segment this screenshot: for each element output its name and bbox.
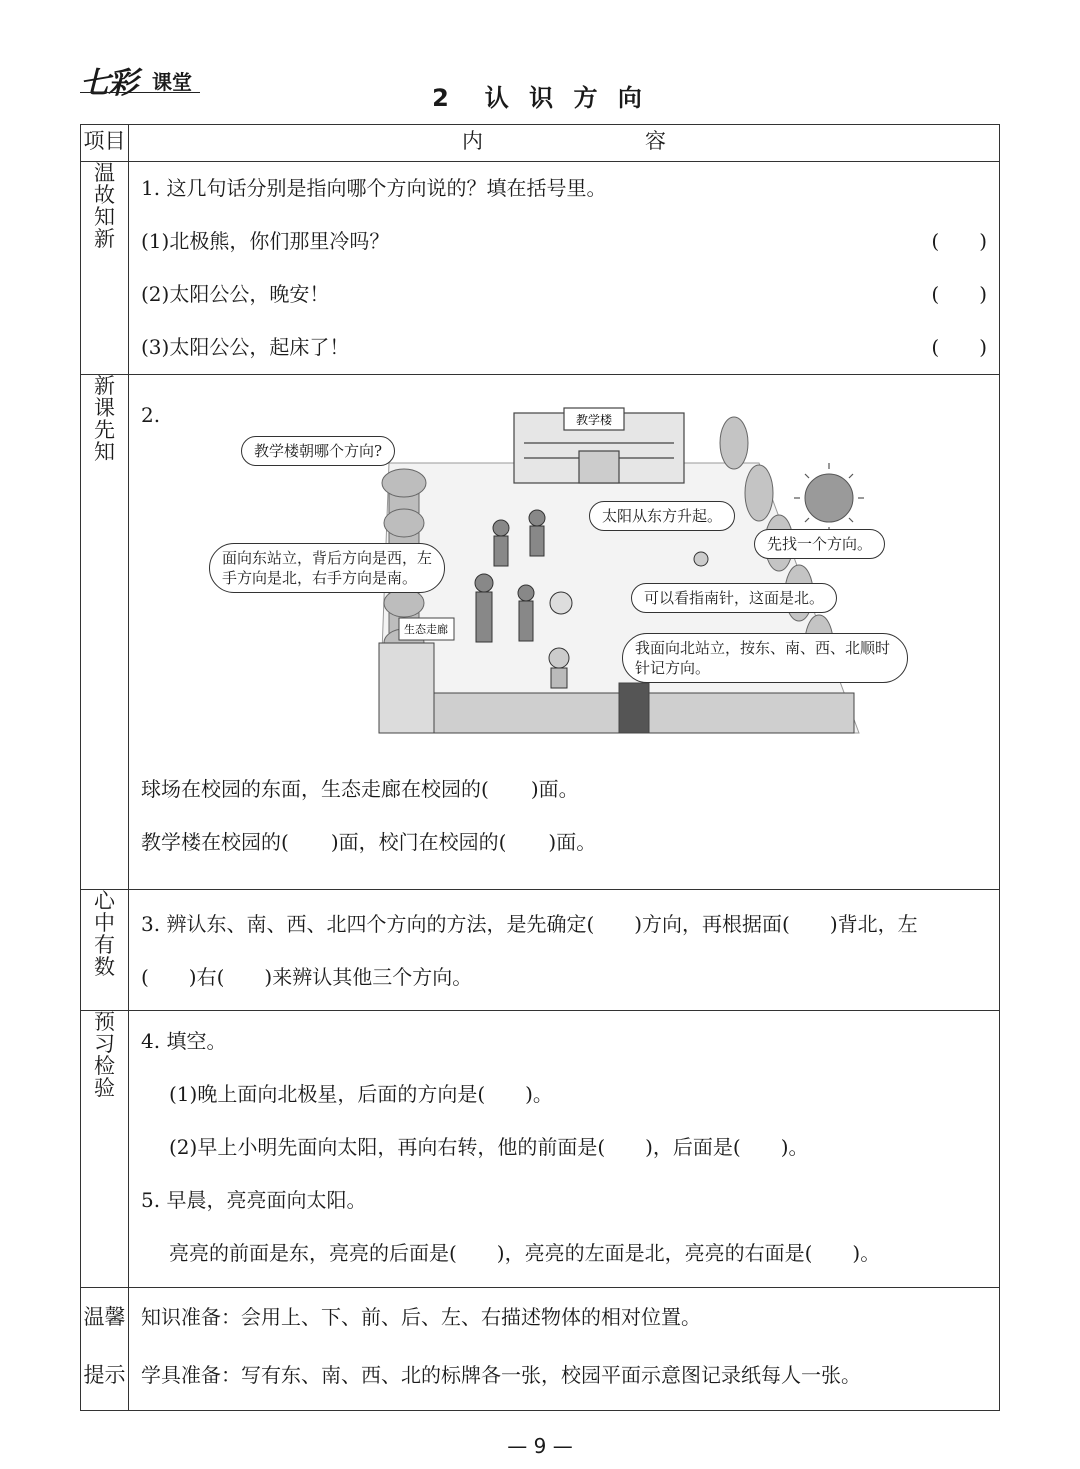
question-line: 教学楼在校园的( )面，校门在校园的( )面。 [141, 830, 597, 854]
tip-line: 知识准备：会用上、下、前、后、左、右描述物体的相对位置。 [141, 1305, 701, 1329]
table-row [81, 375, 1000, 890]
page-title: 2 认 识 方 向 [432, 84, 648, 112]
speech-bubble: 教学楼朝哪个方向? [241, 436, 395, 466]
row-category: 温馨 提示 [81, 1288, 129, 1411]
row-content [129, 375, 1000, 890]
speech-bubble: 面向东站立，背后方向是西，左手方向是北，右手方向是南。 [209, 543, 445, 593]
row-category: 心中有数 [81, 890, 129, 1011]
tip-line: 学具准备：写有东、南、西、北的标牌各一张，校园平面示意图记录纸每人一张。 [141, 1363, 861, 1387]
campus-illustration [141, 403, 899, 763]
table-header-row [81, 125, 1000, 162]
answer-blank[interactable]: ( ) [931, 282, 987, 306]
question-number: 2. [141, 403, 161, 427]
table-row [81, 890, 1000, 1011]
table-row [81, 162, 1000, 375]
row-category: 新课先知 [81, 375, 129, 890]
question-line: (3)太阳公公，起床了！ ( ) [129, 321, 999, 374]
row-category: 预习检验 [81, 1011, 129, 1288]
row-content [129, 162, 1000, 375]
logo-text: 课堂 [152, 70, 192, 94]
row-category: 温故知新 [81, 162, 129, 375]
row-content [129, 1011, 1000, 1288]
question-line: 1. 这几句话分别是指向哪个方向说的？填在括号里。 [141, 176, 607, 200]
speech-bubble: 我面向北站立，按东、南、西、北顺时针记方向。 [622, 633, 908, 683]
building-label: 教学楼 [575, 413, 613, 427]
table-row [81, 1288, 1000, 1411]
answer-blank[interactable]: ( ) [931, 229, 987, 253]
question-line: (2)早上小明先面向太阳，再向右转，他的前面是( )，后面是( )。 [169, 1135, 809, 1159]
lesson-table [80, 124, 1000, 1411]
speech-bubble: 先找一个方向。 [754, 529, 885, 559]
page-number: — 9 — [507, 1434, 573, 1458]
question-line: 5. 早晨，亮亮面向太阳。 [141, 1188, 367, 1212]
question-line: (1)北极熊，你们那里冷吗？ ( ) [129, 215, 999, 268]
question-line: (1)晚上面向北极星，后面的方向是( )。 [169, 1082, 553, 1106]
header-category: 项目 [81, 125, 129, 162]
row-content [129, 890, 1000, 1011]
header-content: 内 容 [129, 125, 1000, 162]
logo-script-text: 七彩 [80, 66, 136, 101]
speech-bubble: 可以看指南针，这面是北。 [631, 583, 837, 613]
row-content [129, 1288, 1000, 1411]
corridor-label: 生态走廊 [404, 623, 448, 636]
question-line: 亮亮的前面是东，亮亮的后面是( )，亮亮的左面是北，亮亮的右面是( )。 [169, 1241, 881, 1265]
table-row [81, 1011, 1000, 1288]
answer-blank[interactable]: ( ) [931, 335, 987, 359]
question-line: (2)太阳公公，晚安！ ( ) [129, 268, 999, 321]
question-line: 4. 填空。 [141, 1029, 227, 1053]
question-line: ( )右( )来辨认其他三个方向。 [141, 965, 473, 989]
speech-bubble: 太阳从东方升起。 [589, 501, 735, 531]
question-line: 3. 辨认东、南、西、北四个方向的方法，是先确定( )方向，再根据面( )背北，左 [141, 912, 918, 936]
question-line: 球场在校园的东面，生态走廊在校园的( )面。 [141, 777, 579, 801]
